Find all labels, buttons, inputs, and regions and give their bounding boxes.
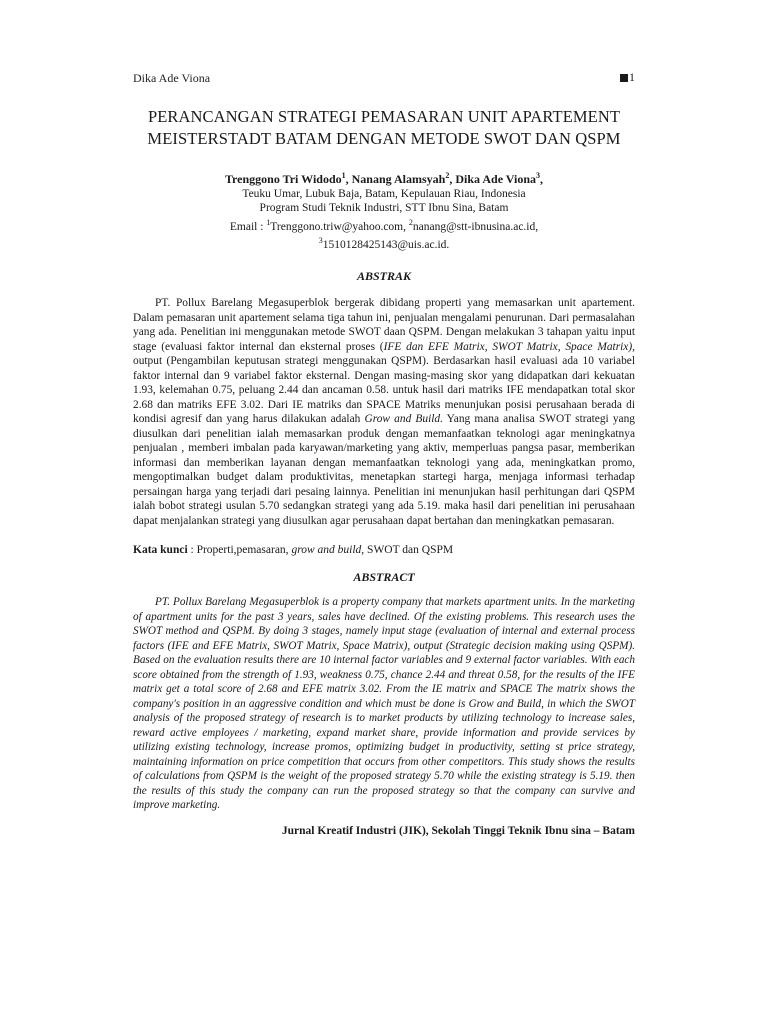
keywords-separator: : Properti,pemasaran, bbox=[187, 544, 292, 557]
email-1-sup: 1 bbox=[266, 217, 271, 227]
email-3-sup: 3 bbox=[318, 235, 323, 245]
abstract-heading: ABSTRACT bbox=[353, 570, 415, 585]
author-2-sup: 2 bbox=[445, 170, 450, 180]
journal-footer: Jurnal Kreatif Industri (JIK), Sekolah Tinggi Teknik Ibnu sina – Batam bbox=[281, 824, 635, 837]
author-1-sup: 1 bbox=[341, 170, 346, 180]
author-2-name: , Nanang Alamsyah bbox=[345, 171, 446, 186]
running-header-author: Dika Ade Viona bbox=[133, 70, 211, 85]
affiliation-address: Teuku Umar, Lubuk Baja, Batam, Kepulauan Riau, Indonesia bbox=[242, 187, 526, 200]
affiliation-program: Program Studi Teknik Industri, STT Ibnu Sina, Batam bbox=[259, 202, 509, 214]
email-2: nanang@stt-ibnusina.ac.id, bbox=[412, 220, 539, 233]
author-list bbox=[133, 168, 635, 187]
affiliation-emails-line-2 bbox=[133, 234, 635, 252]
abstrak-text-1: PT. Pollux Barelang Megasuperblok bergerak dibidang properti yang memasarkan unit apartement. Dalam pemasaran unit apartement selama tiga tahun ini, penjualan mengalami penurunan. Dari permasalahan yang ada. Penelitian ini menggunakan metode SWOT daan QSPM. Dengan melakukan 3 tahapan yaitu input stage (evaluasi faktor internal dan eksternal proses ( bbox=[133, 297, 635, 353]
running-header bbox=[133, 70, 635, 86]
page-number-value: 1 bbox=[629, 70, 635, 84]
paper-title bbox=[133, 106, 635, 150]
email-3: 1510128425143@uis.ac.id. bbox=[322, 238, 450, 251]
abstrak-paragraph bbox=[133, 296, 635, 528]
author-1-name: Trenggono Tri Widodo bbox=[224, 171, 342, 186]
author-3-sup: 3 bbox=[536, 170, 541, 180]
paper-title-line-2: MEISTERSTADT BATAM DENGAN METODE SWOT DAN QSPM bbox=[147, 128, 621, 148]
affiliation-emails-line-1 bbox=[133, 216, 635, 234]
abstract-paragraph: PT. Pollux Barelang Megasuperblok is a property company that markets apartment units. In the marketing of apartment units for the past 3 years, sales have declined. Of the existing problems. This research uses the SWOT method and QSPM. By doing 3 stages, namely input stage (evaluation of internal and external process factors (IFE and EFE Matrix, SWOT Matrix, Space Matrix), output (Strategic decision making using QSPM). Based on the evaluation results there are 10 internal factor variables and 9 external factor variables. With each score obtained from the strength of 1.93, weakness 0.75, chance 2.44 and threat 0.58, for the results of the IFE matrix get a total score of 2.68 and EFE matrix 3.02. From the IE matrix and SPACE The matrix shows the company's position in an aggressive condition and which must be done is Grow and Build, in which the SWOT analysis of the proposed strategy of research is to market products by utilizing technology to increase sales, reward active employees / marketing, expand market share, provide information and provide services by utilizing existing technology, increase promos, optimizing budget in productivity, setting st price strategy, maintaining information on price competition that occurs from other competitors. This study shows the results of calculations from QSPM is the weight of the proposed strategy 5.70 while the existing strategy is 5.19. then the results of this study the company can run the proposed strategy so that the company can survive and improve marketing. bbox=[133, 596, 635, 812]
abstrak-text-1-italic: IFE dan EFE Matrix, SWOT Matrix, Space Matrix), bbox=[383, 340, 635, 353]
email-2-sup: 2 bbox=[408, 217, 413, 227]
author-list-trailing: , bbox=[540, 171, 544, 186]
email-prefix: Email : bbox=[229, 220, 267, 233]
square-bullet-icon bbox=[620, 74, 628, 82]
abstrak-text-3: Yang mana analisa SWOT strategi yang diusulkan dari penelitian ialah memasarkan produk dengan memanfaatkan teknologi agar meningkatnya penjualan , memberi imbalan pada karyawan/marketing yang aktiv, memperluas pangsa pasar, memberikan informasi dan memberikan layanan dengan memanfaatkan teknologi yang ada, meningkatkan promo, mengoptimalkan budget dalam produktivitas, menetapkan startegi harga, menjaga informasi terhadap persaingan harga yang terjadi dari pesaing lainnya. Penelitian ini menunjukan hasil perhitungan dari QSPM ialah bobot strategi usulan 5.70 sedangkan strategi yang ada 5.19. maka hasil dari penelitian ini perusahaan dapat menjalankan strategi yang diusulkan agar perusahaan dapat bertahan dan meningkatkan pemasaran. bbox=[133, 413, 635, 527]
keywords-line bbox=[133, 544, 635, 556]
keywords-label: Kata kunci bbox=[133, 544, 188, 557]
keywords-rest: SWOT dan QSPM bbox=[364, 544, 454, 557]
abstrak-text-2: output (Pengambilan keputusan strategi menggunakan QSPM). Berdasarkan hasil evaluasi ada 10 variabel faktor internal dan 9 variabel faktor eksternal. Dengan masing-masing skor yang didapatkan dari kekuatan 1.93, kelemahan 0.75, peluang 2.44 dan ancaman 0.58. untuk hasil dari matriks IFE mendapatkan total skor 2.68 dan matriks EFE 3.02. Dari IE matriks dan SPACE Matriks menunjukan posisi perusahaan berada di kondisi agresif dan yang harus dilakukan adalah bbox=[133, 355, 635, 426]
abstrak-text-2-italic: Grow and Build. bbox=[364, 413, 443, 426]
abstrak-heading: ABSTRAK bbox=[356, 269, 412, 284]
abstract-body bbox=[133, 595, 635, 813]
paper-page bbox=[133, 70, 635, 837]
paper-title-line-1: PERANCANGAN STRATEGI PEMASARAN UNIT APARTEMENT bbox=[147, 106, 621, 126]
affiliation-block bbox=[133, 187, 635, 253]
page-number bbox=[620, 70, 635, 85]
email-1: Trenggono.triw@yahoo.com, bbox=[270, 220, 409, 233]
author-3-name: , Dika Ade Viona bbox=[449, 171, 537, 186]
keywords-italic: grow and build, bbox=[291, 544, 365, 557]
abstrak-body bbox=[133, 296, 635, 528]
